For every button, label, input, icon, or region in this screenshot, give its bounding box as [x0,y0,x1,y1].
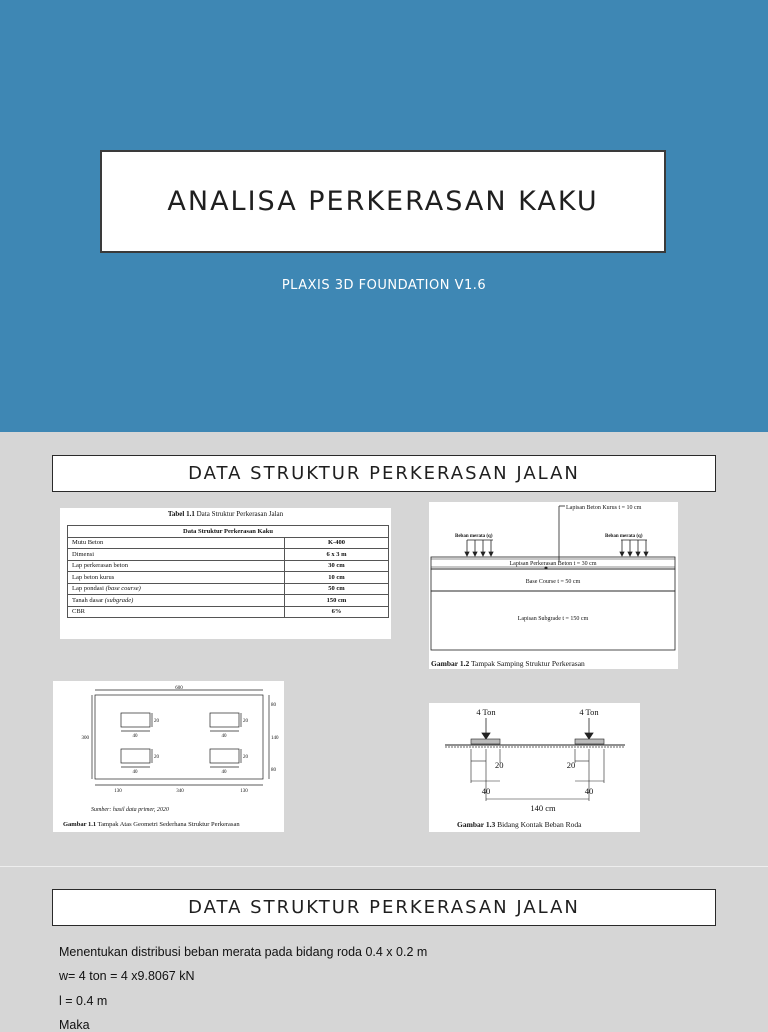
dim-axle-spacing: 140 [271,736,279,741]
dim-right: 130 [240,789,248,794]
dim-wheel-width: 40 [221,734,227,739]
wheel-contact-figure [429,703,640,832]
dim-wheel-width: 40 [132,734,138,739]
load-slide [0,866,768,1032]
slide-heading [52,455,716,492]
wheel-contact-diagram [429,703,640,819]
table-row: Tanah dasar (subgrade) 150 cm [68,595,389,607]
body-line: w= 4 ton = 4 x9.8067 kN [59,969,195,983]
figure-caption-1-1: Gambar 1.1 Tampak Atas Geometri Sederhana Struktur Perkerasan [63,821,240,828]
side-view-diagram [429,502,678,654]
figure-caption-1-2: Gambar 1.2 Tampak Samping Struktur Perkerasan [431,659,585,668]
dim-wheel-length: 20 [154,719,159,724]
table-row: Lap pondasi (base course) 50 cm [68,583,389,595]
dim-wheel-length: 20 [243,719,248,724]
load-label-right: 4 Ton [579,707,599,717]
dim-left: 130 [114,789,122,794]
slide-heading-text: DATA STRUKTUR PERKERASAN JALAN [188,463,580,484]
table-row: Lap perkerasan beton 30 cm [68,560,389,572]
load-label-left: 4 Ton [476,707,496,717]
source-note: Sumber: hasil data primer, 2020 [91,807,169,813]
title-slide [0,0,768,432]
dim-width: 600 [175,686,183,691]
table-row: CBR 6% [68,606,389,618]
dim-contact-length-left: 20 [495,760,504,770]
dim-wheel-width: 40 [221,770,227,775]
table-row: Mutu Beton K-400 [68,537,389,549]
label-subgrade: Lapisan Subgrade t = 150 cm [517,616,589,622]
body-line: Maka [59,1018,90,1032]
dim-edge-top: 80 [271,703,276,708]
dim-contact-length-right: 20 [566,760,576,770]
body-line: Menentukan distribusi beban merata pada bidang roda 0.4 x 0.2 m [59,945,428,959]
body-line: l = 0.4 m [59,994,108,1008]
data-slide [0,433,768,865]
table-row: Lap beton kurus 10 cm [68,572,389,584]
label-lean-concrete: Lapisan Beton Kurus t = 10 cm [566,505,642,511]
table-row: Dimensi 6 x 3 m [68,549,389,561]
dim-height: 300 [81,736,89,741]
dim-wheel-length: 20 [154,755,159,760]
top-view-diagram [53,681,284,821]
side-view-figure [429,502,678,669]
label-concrete-layer: Lapisan Perkerasan Beton t = 30 cm [509,561,597,567]
data-table-panel [60,508,391,639]
dim-edge-bottom: 80 [271,768,276,773]
slide-heading [52,889,716,926]
presentation-subtitle: PLAXIS 3D FOUNDATION V1.6 [281,278,487,293]
table-header: Data Struktur Perkerasan Kaku [68,526,389,538]
table-caption: Tabel 1.1 Data Struktur Perkerasan Jalan [167,510,284,518]
dim-contact-width-right: 40 [584,786,594,796]
structure-table [67,525,389,618]
label-base-course: Base Course t = 50 cm [525,579,581,585]
slide-heading-text: DATA STRUKTUR PERKERASAN JALAN [188,897,580,918]
dim-wheel-width: 40 [132,770,138,775]
label-load-right: Beban merata (q) [605,534,643,539]
dim-axle-span: 140 cm [530,803,556,813]
top-view-figure [53,681,284,832]
dim-wheel-length: 20 [243,755,248,760]
label-load-left: Beban merata (q) [455,534,493,539]
title-box [100,150,666,253]
figure-caption-1-3: Gambar 1.3 Bidang Kontak Beban Roda [457,820,582,829]
dim-contact-width-left: 40 [481,786,491,796]
dim-middle: 340 [176,789,184,794]
presentation-title: ANALISA PERKERASAN KAKU [167,186,599,217]
